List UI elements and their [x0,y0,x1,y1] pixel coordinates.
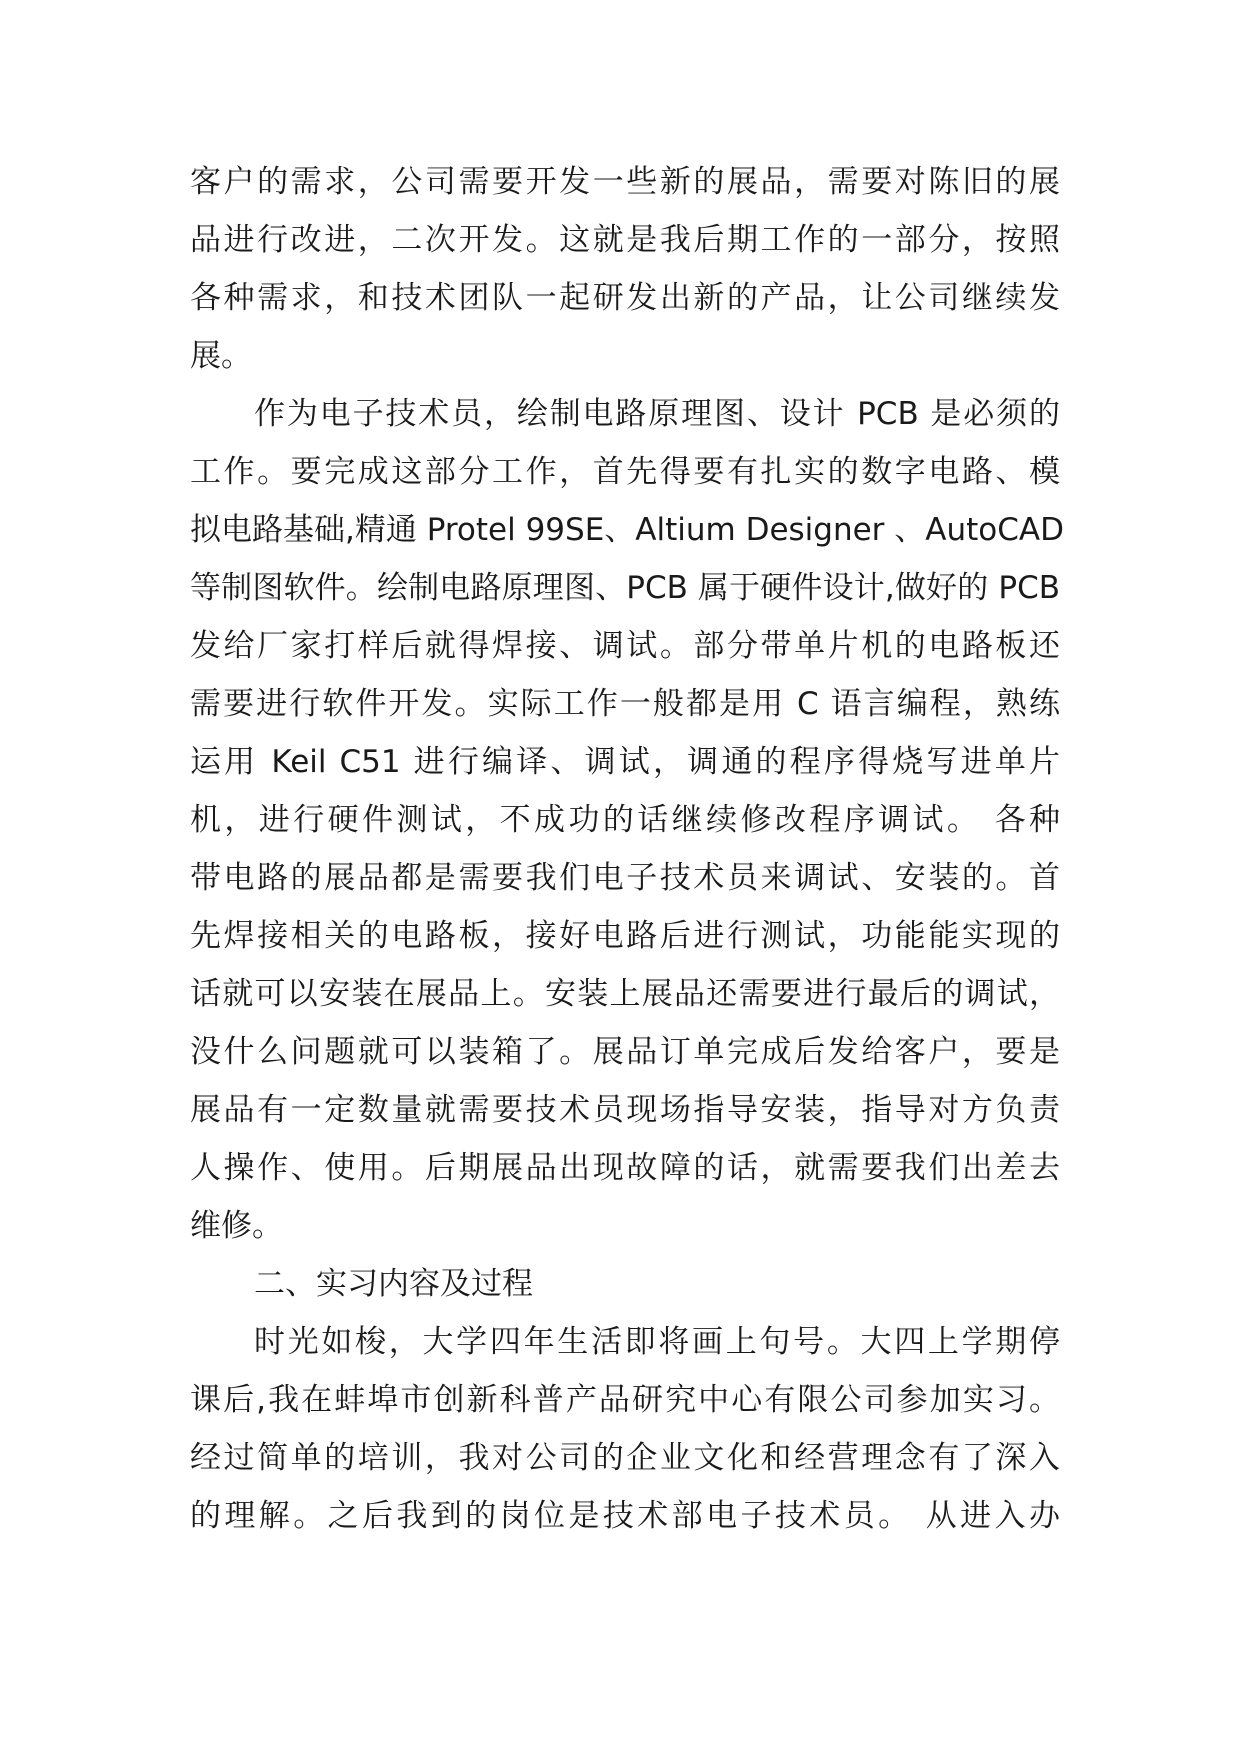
text-line: 发给厂家打样后就得焊接、调试。部分带单片机的电路板还 [190,628,1060,664]
text-line: 带电路的展品都是需要我们电子技术员来调试、安装的。首 [190,860,1060,896]
text-line: 拟电路基础,精通 Protel 99SE、Altium Designer 、AutoCAD [190,512,1064,548]
text-line: 客户的需求，公司需要开发一些新的展品，需要对陈旧的展 [190,164,1060,200]
text-line: 各种需求，和技术团队一起研发出新的产品，让公司继续发 [190,280,1060,316]
text-line: 机，进行硬件测试，不成功的话继续修改程序调试。 各种 [190,802,1060,838]
text-line: 展。 [190,338,252,374]
text-line: 等制图软件。绘制电路原理图、PCB 属于硬件设计,做好的 PCB [190,570,1060,606]
text-line: 运用 Keil C51 进行编译、调试，调通的程序得烧写进单片 [190,744,1060,780]
text-line: 品进行改进，二次开发。这就是我后期工作的一部分，按照 [190,222,1060,258]
text-line: 课后,我在蚌埠市创新科普产品研究中心有限公司参加实习。 [190,1382,1060,1418]
section-heading: 二、实习内容及过程 [254,1266,533,1302]
text-line: 先焊接相关的电路板，接好电路后进行测试，功能能实现的 [190,918,1060,954]
text-line: 的理解。之后我到的岗位是技术部电子技术员。 从进入办 [190,1498,1060,1534]
text-line: 没什么问题就可以装箱了。展品订单完成后发给客户，要是 [190,1034,1060,1070]
text-line: 工作。要完成这部分工作，首先得要有扎实的数字电路、模 [190,454,1060,490]
text-line: 作为电子技术员，绘制电路原理图、设计 PCB 是必须的 [254,396,1060,432]
text-line: 时光如梭，大学四年生活即将画上句号。大四上学期停 [254,1324,1060,1360]
text-line: 维修。 [190,1208,283,1244]
text-line: 话就可以安装在展品上。安装上展品还需要进行最后的调试， [190,976,1060,1012]
text-line: 人操作、使用。后期展品出现故障的话，就需要我们出差去 [190,1150,1060,1186]
text-line: 展品有一定数量就需要技术员现场指导安装，指导对方负责 [190,1092,1060,1128]
text-line: 需要进行软件开发。实际工作一般都是用 C 语言编程，熟练 [190,686,1060,722]
text-line: 经过简单的培训，我对公司的企业文化和经营理念有了深入 [190,1440,1060,1476]
